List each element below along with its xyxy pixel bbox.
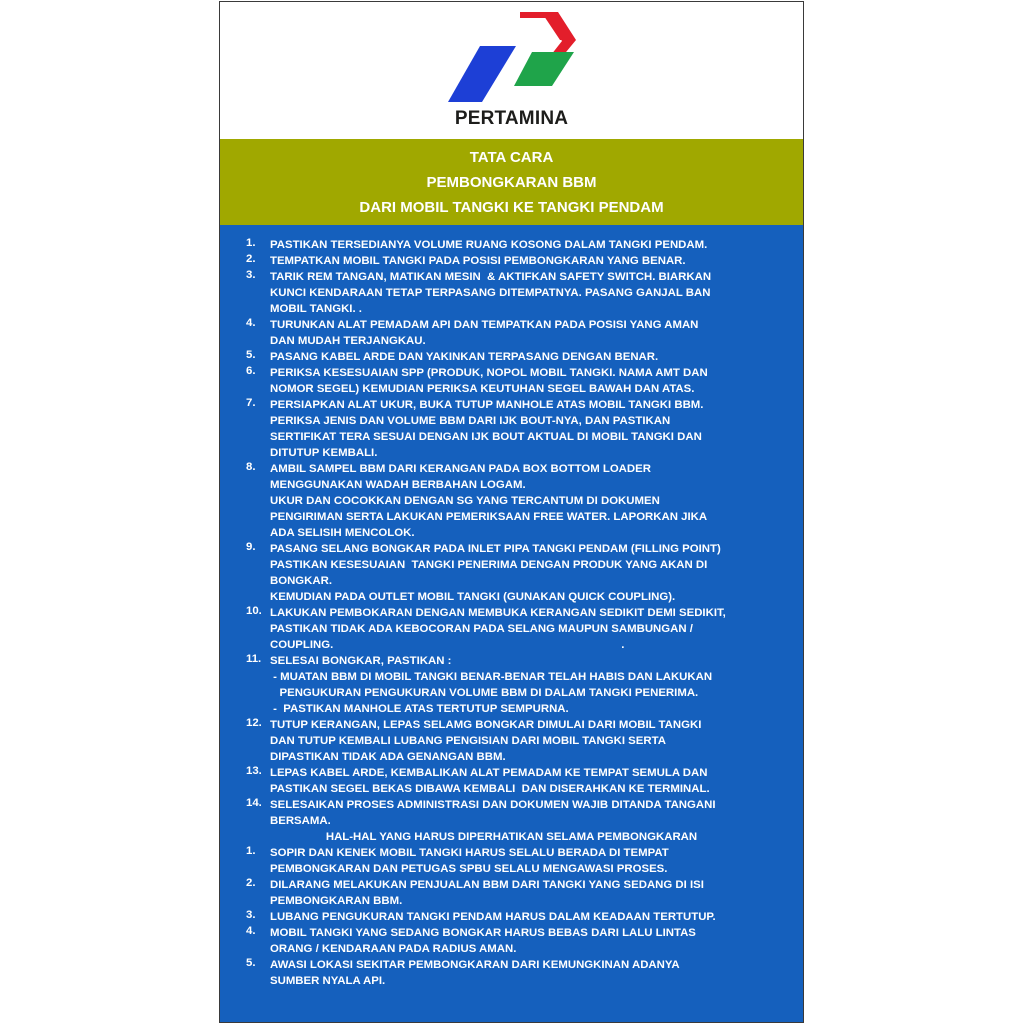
- item-text-line: SUMBER NYALA API.: [270, 975, 386, 987]
- item-text-line: TURUNKAN ALAT PEMADAM API DAN TEMPATKAN PADA POSISI YANG AMAN: [270, 319, 699, 331]
- item-number: 11.: [246, 653, 262, 665]
- item-text: [270, 461, 790, 541]
- item-text-line: PERSIAPKAN ALAT UKUR, BUKA TUTUP MANHOLE ATAS MOBIL TANGKI BBM.: [270, 399, 704, 411]
- item-text: [270, 253, 790, 269]
- item-text-line: SELESAI BONGKAR, PASTIKAN :: [270, 655, 452, 667]
- item-number: 10.: [246, 605, 262, 617]
- item-number: 4.: [246, 317, 256, 329]
- instructions-panel: [220, 225, 803, 1023]
- item-text-line: MOBIL TANGKI. .: [270, 303, 362, 315]
- item-text-line: MOBIL TANGKI YANG SEDANG BONGKAR HARUS BEBAS DARI LALU LINTAS: [270, 927, 696, 939]
- logo-wordmark: PERTAMINA: [454, 108, 569, 129]
- item-text-line: ADA SELISIH MENCOLOK.: [270, 527, 415, 539]
- item-text: [270, 269, 790, 317]
- item-text-line: AMBIL SAMPEL BBM DARI KERANGAN PADA BOX BOTTOM LOADER: [270, 463, 651, 475]
- item-text-line: PEMBONGKARAN DAN PETUGAS SPBU SELALU MENGAWASI PROSES.: [270, 863, 668, 875]
- item-text-line: - PASTIKAN MANHOLE ATAS TERTUTUP SEMPURNA.: [270, 703, 569, 715]
- item-text-line: PASANG KABEL ARDE DAN YAKINKAN TERPASANG DENGAN BENAR.: [270, 351, 659, 363]
- item-text-line: PEMBONGKARAN BBM.: [270, 895, 403, 907]
- item-number: 13.: [246, 765, 262, 777]
- item-text-line: MENGGUNAKAN WADAH BERBAHAN LOGAM.: [270, 479, 526, 491]
- item-text: [270, 365, 790, 397]
- item-text-line: NOMOR SEGEL) KEMUDIAN PERIKSA KEUTUHAN SEGEL BAWAH DAN ATAS.: [270, 383, 695, 395]
- logo-green-shape: [514, 52, 574, 86]
- item-text: [270, 541, 790, 605]
- item-number: 3.: [246, 909, 256, 921]
- item-text: [270, 957, 790, 989]
- item-text-line: ORANG / KENDARAAN PADA RADIUS AMAN.: [270, 943, 517, 955]
- item-text-line: PASTIKAN KESESUAIAN TANGKI PENERIMA DENGAN PRODUK YANG AKAN DI: [270, 559, 708, 571]
- item-text-line: PERIKSA JENIS DAN VOLUME BBM DARI IJK BOUT-NYA, DAN PASTIKAN: [270, 415, 671, 427]
- item-number: 4.: [246, 925, 256, 937]
- item-text-line: BONGKAR.: [270, 575, 333, 587]
- item-text-line: LEPAS KABEL ARDE, KEMBALIKAN ALAT PEMADAM KE TEMPAT SEMULA DAN: [270, 767, 708, 779]
- item-text-line: LUBANG PENGUKURAN TANGKI PENDAM HARUS DALAM KEADAAN TERTUTUP.: [270, 911, 716, 923]
- item-text-line: TARIK REM TANGAN, MATIKAN MESIN & AKTIFKAN SAFETY SWITCH. BIARKAN: [270, 271, 712, 283]
- item-text-line: DILARANG MELAKUKAN PENJUALAN BBM DARI TANGKI YANG SEDANG DI ISI: [270, 879, 704, 891]
- title-line-1: TATA CARA: [469, 149, 554, 166]
- title-band: [220, 139, 803, 225]
- item-text-line: TEMPATKAN MOBIL TANGKI PADA POSISI PEMBONGKARAN YANG BENAR.: [270, 255, 686, 267]
- item-text-line: - MUATAN BBM DI MOBIL TANGKI BENAR-BENAR TELAH HABIS DAN LAKUKAN: [270, 671, 713, 683]
- item-text-line: SELESAIKAN PROSES ADMINISTRASI DAN DOKUMEN WAJIB DITANDA TANGANI: [270, 799, 716, 811]
- item-text-line: PASTIKAN SEGEL BEKAS DIBAWA KEMBALI DAN DISERAHKAN KE TERMINAL.: [270, 783, 710, 795]
- item-text-line: DAN TUTUP KEMBALI LUBANG PENGISIAN DARI MOBIL TANGKI SERTA: [270, 735, 666, 747]
- item-text-line: PASTIKAN TERSEDIANYA VOLUME RUANG KOSONG DALAM TANGKI PENDAM.: [270, 239, 708, 251]
- item-number: 14.: [246, 797, 262, 809]
- item-text-line: PASTIKAN TIDAK ADA KEBOCORAN PADA SELANG MAUPUN SAMBUNGAN /: [270, 623, 693, 635]
- item-number: 3.: [246, 269, 256, 281]
- item-number: 5.: [246, 957, 256, 969]
- title-line-3: DARI MOBIL TANGKI KE TANGKI PENDAM: [359, 199, 664, 216]
- item-text: [270, 845, 790, 877]
- item-text: [270, 925, 790, 957]
- item-number: 1.: [246, 237, 256, 249]
- item-text: [270, 765, 790, 797]
- item-number: 2.: [246, 877, 256, 889]
- item-text: [270, 797, 790, 829]
- logo-area: [220, 2, 803, 139]
- item-text: [270, 605, 790, 653]
- item-text-line: PENGIRIMAN SERTA LAKUKAN PEMERIKSAAN FREE WATER. LAPORKAN JIKA: [270, 511, 708, 523]
- item-text-line: KUNCI KENDARAAN TETAP TERPASANG DITEMPATNYA. PASANG GANJAL BAN: [270, 287, 711, 299]
- item-text: [270, 653, 790, 717]
- item-text-line: SOPIR DAN KENEK MOBIL TANGKI HARUS SELALU BERADA DI TEMPAT: [270, 847, 669, 859]
- item-text-line: AWASI LOKASI SEKITAR PEMBONGKARAN DARI KEMUNGKINAN ADANYA: [270, 959, 680, 971]
- item-text: [270, 397, 790, 461]
- item-text-line: TUTUP KERANGAN, LEPAS SELAMG BONGKAR DIMULAI DARI MOBIL TANGKI: [270, 719, 702, 731]
- item-number: 2.: [246, 253, 256, 265]
- item-text-line: SERTIFIKAT TERA SESUAI DENGAN IJK BOUT AKTUAL DI MOBIL TANGKI DAN: [270, 431, 702, 443]
- item-number: 6.: [246, 365, 256, 377]
- item-text: [270, 237, 790, 253]
- item-number: 9.: [246, 541, 256, 553]
- notes-heading: HAL-HAL YANG HARUS DIPERHATIKAN SELAMA PEMBONGKARAN: [325, 831, 698, 843]
- signboard: [219, 1, 804, 1023]
- item-text-line: PASANG SELANG BONGKAR PADA INLET PIPA TANGKI PENDAM (FILLING POINT): [270, 543, 721, 555]
- item-text: [270, 877, 790, 909]
- item-text-line: DIPASTIKAN TIDAK ADA GENANGAN BBM.: [270, 751, 506, 763]
- logo-blue-shape: [448, 46, 516, 102]
- item-text-line: COUPLING. .: [270, 639, 625, 651]
- item-text: [270, 909, 790, 925]
- item-text: [270, 349, 790, 365]
- item-number: 8.: [246, 461, 256, 473]
- item-text-line: PERIKSA KESESUAIAN SPP (PRODUK, NOPOL MOBIL TANGKI. NAMA AMT DAN: [270, 367, 708, 379]
- item-number: 5.: [246, 349, 256, 361]
- pertamina-logo-icon: [448, 12, 576, 104]
- item-text-line: DAN MUDAH TERJANGKAU.: [270, 335, 426, 347]
- title-line-2: PEMBONGKARAN BBM: [426, 174, 597, 191]
- item-text-line: KEMUDIAN PADA OUTLET MOBIL TANGKI (GUNAKAN QUICK COUPLING).: [270, 591, 676, 603]
- item-number: 1.: [246, 845, 256, 857]
- item-text-line: UKUR DAN COCOKKAN DENGAN SG YANG TERCANTUM DI DOKUMEN: [270, 495, 660, 507]
- item-text-line: BERSAMA.: [270, 815, 331, 827]
- item-number: 12.: [246, 717, 262, 729]
- item-text: [270, 717, 790, 765]
- item-number: 7.: [246, 397, 256, 409]
- item-text: [270, 317, 790, 349]
- item-text-line: LAKUKAN PEMBOKARAN DENGAN MEMBUKA KERANGAN SEDIKIT DEMI SEDIKIT,: [270, 607, 726, 619]
- item-text-line: PENGUKURAN PENGUKURAN VOLUME BBM DI DALAM TANGKI PENERIMA.: [270, 687, 699, 699]
- item-text-line: DITUTUP KEMBALI.: [270, 447, 378, 459]
